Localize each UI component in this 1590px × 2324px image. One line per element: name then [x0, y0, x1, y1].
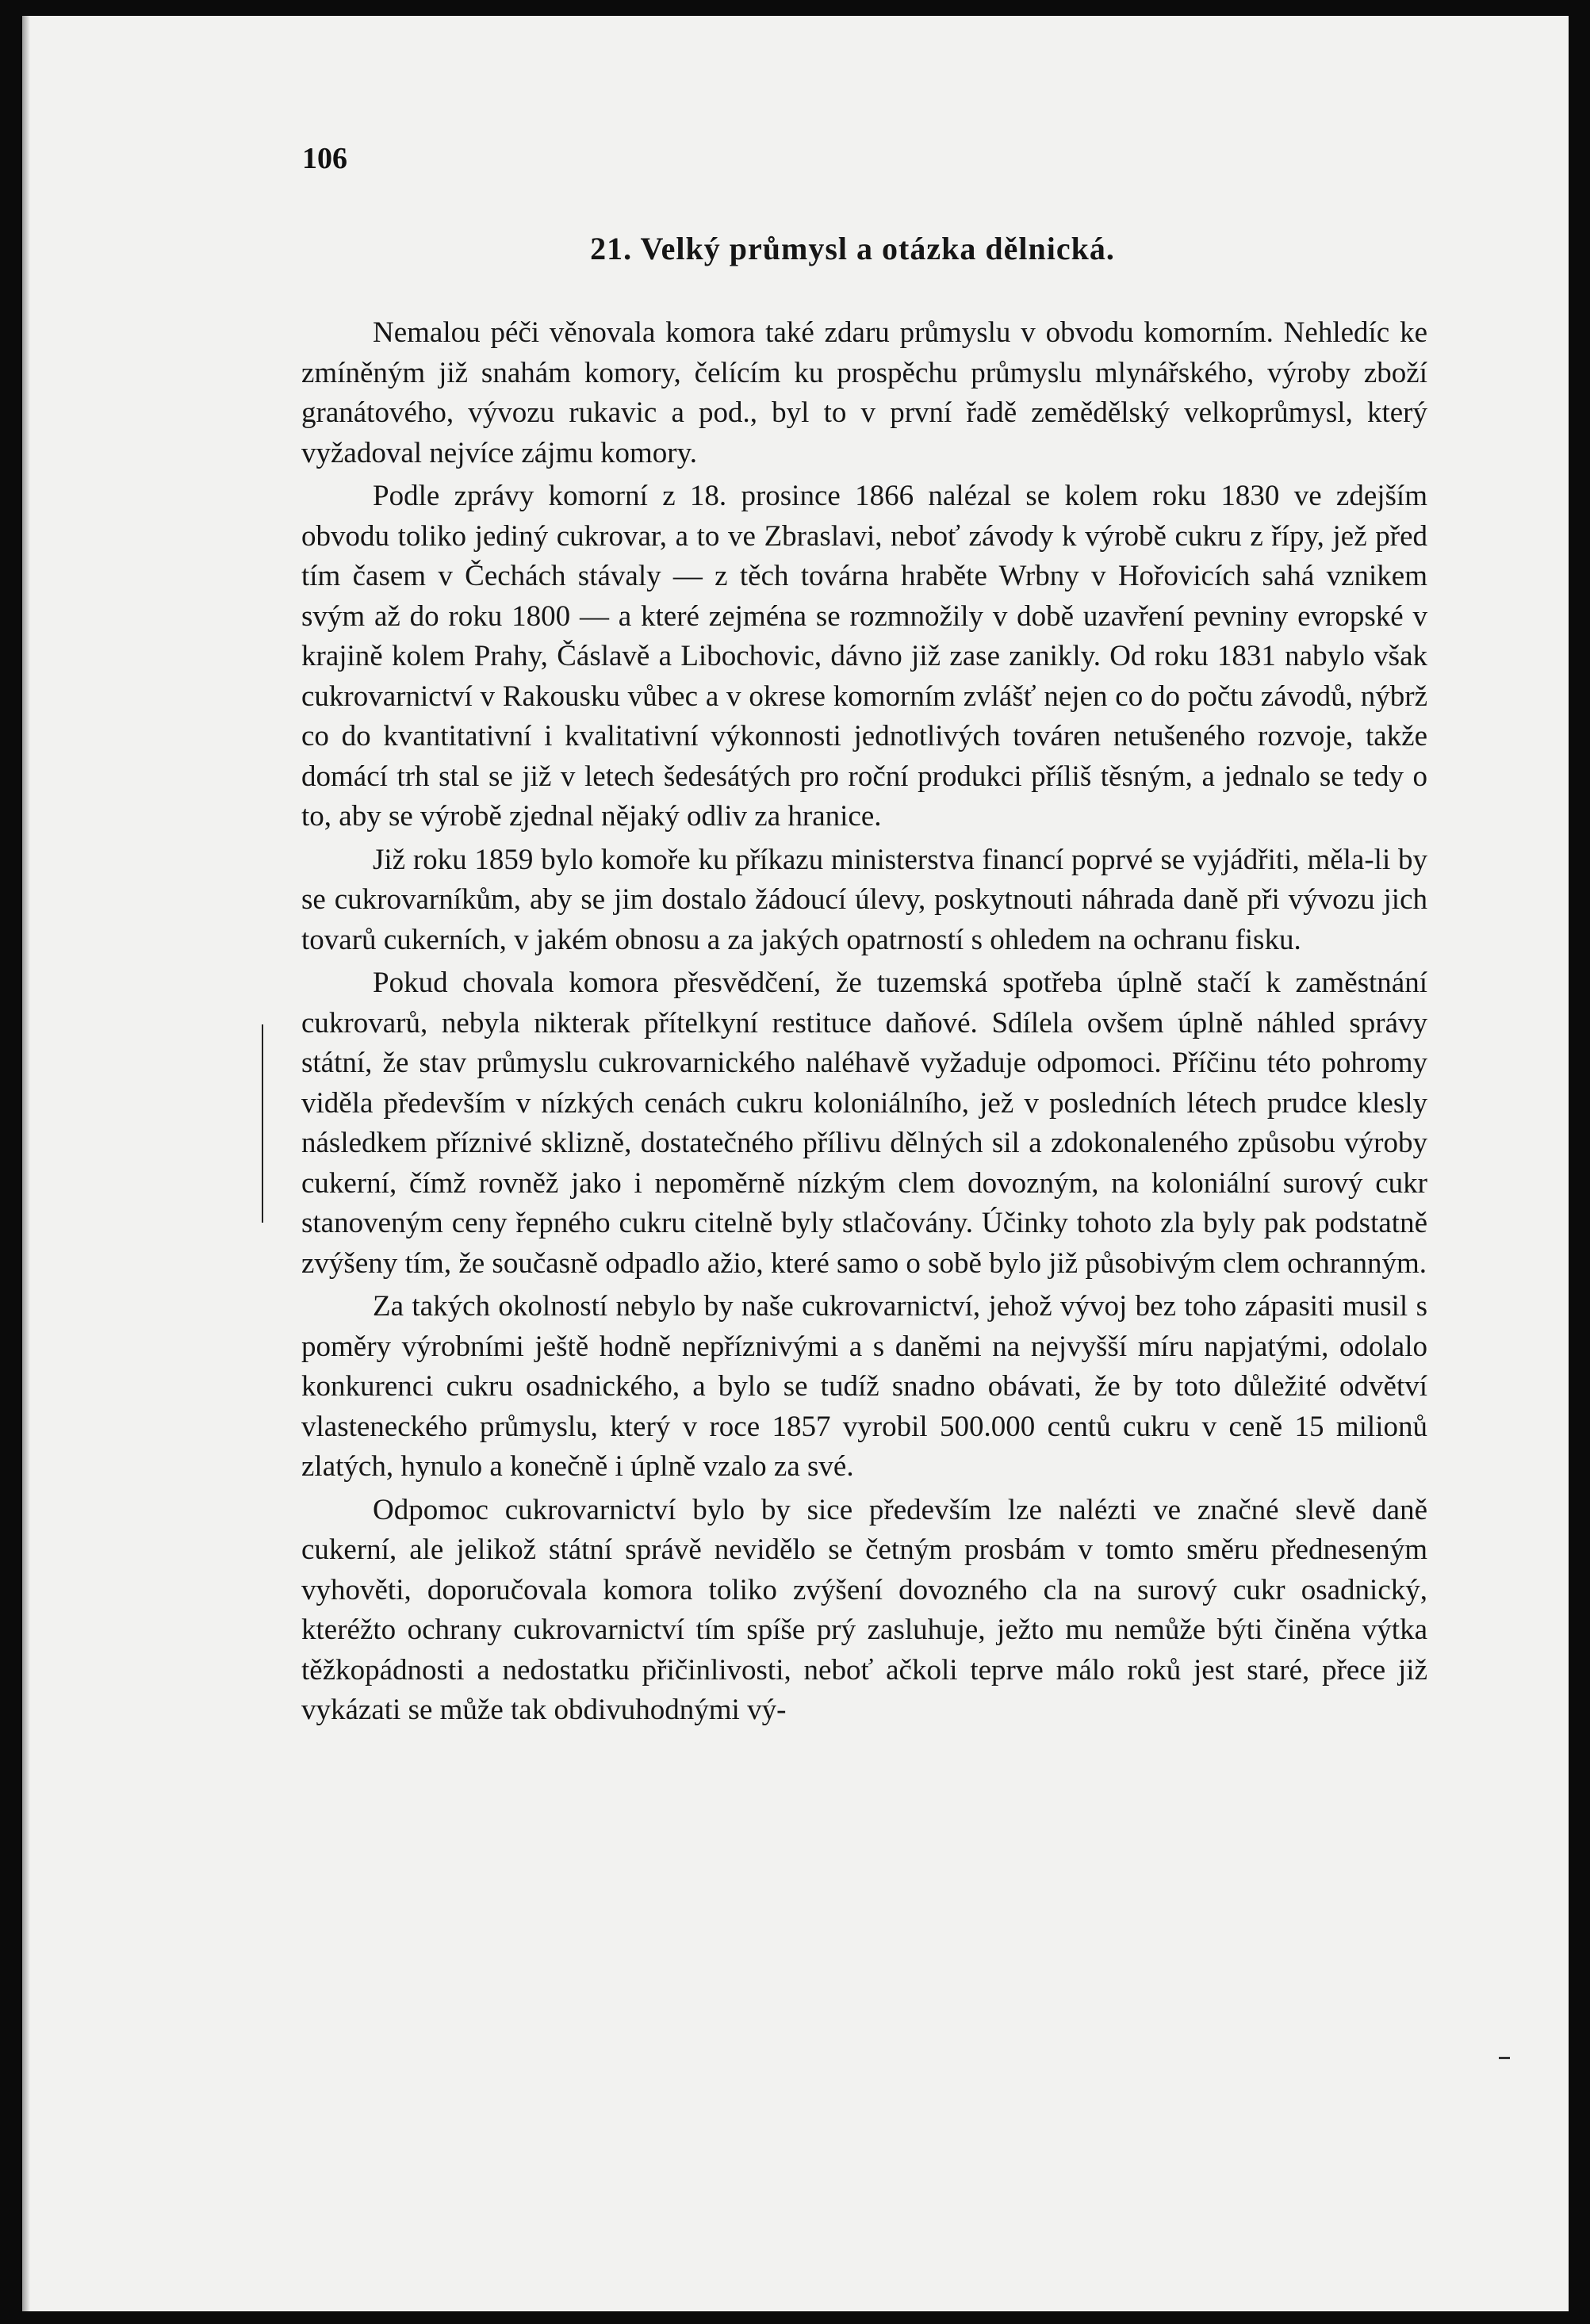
margin-dash-mark — [1499, 2057, 1510, 2059]
paragraph-2: Podle zprávy komorní z 18. prosince 1866 nalézal se kolem roku 1830 ve zdejším obvodu toliko jediný cukrovar, a to ve Zbraslavi, neboť závody k výrobě cukru z řípy, jež před tím časem v Čechách stávaly — z těch továrna hraběte Wrbny v Hořovicích sahá vznikem svým až do roku 1800 — a které zejména se rozmnožily v době uzavření pevniny evropské v krajině kolem Prahy, Čáslavě a Libochovic, dávno již zase zanikly. Od roku 1831 nabylo však cukrovarnictví v Rakousku vůbec a v okrese komorním zvlášť nejen co do počtu závodů, nýbrž co do kvantitativní i kvalitativní výkonnosti jednotlivých továren netušeného rozvoje, takže domácí trh stal se již v letech šedesátých pro roční produkci příliš těsným, a jednalo se tedy o to, aby se výrobě zjednal nějaký odliv za hranice. — [301, 480, 1427, 833]
page-edge-shadow — [22, 16, 30, 2311]
paragraph-6: Odpomoc cukrovarnictví bylo by sice především lze nalézti ve značné slevě daně cukerní, ale jelikož státní správě nevidělo se četným prosbám v tomto směru předneseným vyhověti, doporučovala komora toliko zvýšení dovozného cla na surový cukr osadnický, kteréžto ochrany cukrovarnictví tím spíše prý zasluhuje, ježto mu nemůže býti činěna výtka těžkopádnosti a nedostatku přičinlivosti, neboť ačkoli teprve málo roků jest staré, přece již vykázati se může tak obdivuhodnými vý- — [301, 1493, 1427, 1726]
page-number: 106 — [302, 142, 347, 175]
text-block — [301, 230, 1427, 1734]
paragraph-1: Nemalou péči věnovala komora také zdaru průmyslu v obvodu komorním. Nehledíc ke zmíněným již snahám komory, čelícím ku prospěchu průmyslu mlynářského, výroby zboží granátového, vývozu rukavic a pod., byl to v první řadě zemědělský velkoprůmysl, který vyžadoval nejvíce zájmu komory. — [301, 316, 1427, 469]
paragraph-5: Za takých okolností nebylo by naše cukrovarnictví, jehož vývoj bez toho zápasiti musil s poměry výrobními ještě hodně nepříznivými a s daněmi na nejvyšší míru napjatými, odolalo konkurenci cukru osadnického, a bylo se tudíž snadno obávati, že by toto důležité odvětví vlasteneckého průmyslu, který v roce 1857 vyrobil 500.000 centů cukru v ceně 15 milionů zlatých, hynulo a konečně i úplně vzalo za své. — [301, 1290, 1427, 1483]
document-page — [22, 16, 1569, 2311]
paragraph-4: Pokud chovala komora přesvědčení, že tuzemská spotřeba úplně stačí k zaměstnání cukrovarů, nebyla nikterak přítelkyní restituce daňové. Sdílela ovšem úplně náhled správy státní, že stav průmyslu cukrovarnického naléhavě vyžaduje odpomoci. Příčinu této pohromy viděla především v nízkých cenách cukru koloniálního, jež v posledních létech prudce klesly následkem příznivé sklizně, dostatečného přílivu dělných sil a zdokonaleného způsobu výroby cukerní, čímž rovněž jako i nepoměrně nízkým clem dovozným, na koloniální surový cukr stanoveným ceny řepného cukru citelně byly stlačovány. Účinky tohoto zla byly pak podstatně zvýšeny tím, že současně odpadlo ažio, které samo o sobě bylo již působivým clem ochranným. — [301, 967, 1427, 1280]
paragraph-3: Již roku 1859 bylo komoře ku příkazu ministerstva financí poprvé se vyjádřiti, měla-li by se cukrovarníkům, aby se jim dostalo žádoucí úlevy, poskytnouti náhrada daně při vývozu jich tovarů cukerních, v jakém obnosu a za jakých opatrností s ohledem na ochranu fisku. — [301, 843, 1427, 956]
margin-mark — [262, 1024, 263, 1223]
chapter-title: 21. Velký průmysl a otázka dělnická. — [590, 231, 1115, 266]
